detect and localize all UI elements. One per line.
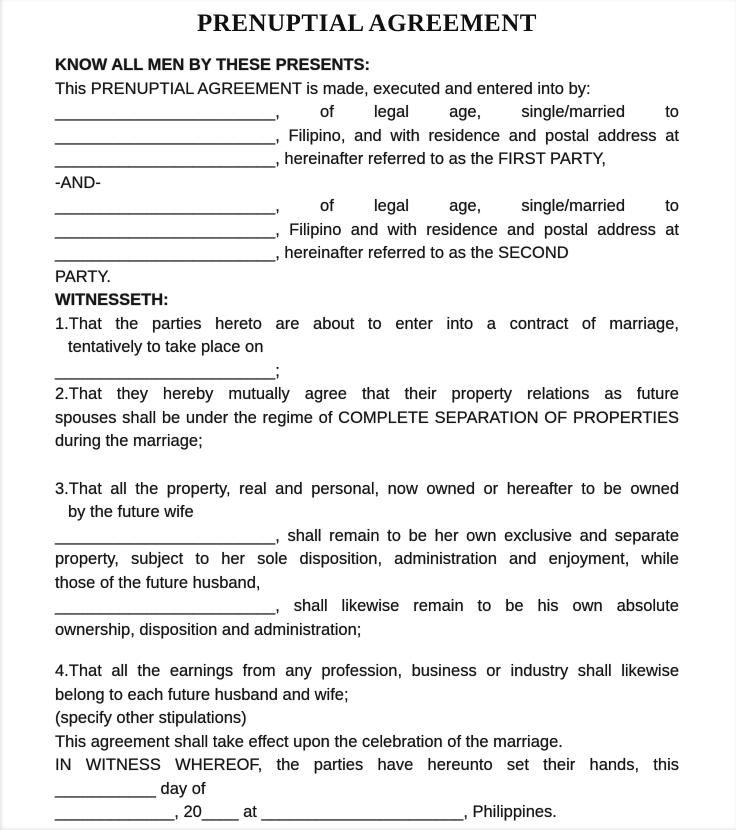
clause-3-line-1: 3.That all the property, real and personal, now owned or hereafter to be owned: [55, 479, 679, 498]
date-place-blank-line: _____________, 20____ at ______________________, Philippines.: [55, 803, 557, 821]
specify-stipulations-line: (specify other stipulations): [55, 709, 247, 727]
clause-1-line-2: tentatively to take place on: [68, 338, 264, 356]
second-party-name-blank-line: ________________________, of legal age, single/married to: [55, 197, 679, 215]
clause-2-line-3: during the marriage;: [55, 432, 203, 450]
clause-2-line-1: 2.That they hereby mutually agree that their property relations as future: [55, 385, 679, 403]
clause-4-line-1: 4.That all the earnings from any profession, business or industry shall likewise: [55, 662, 679, 680]
clause-3-line-4: property, subject to her sole disposition, administration and enjoyment, while: [55, 550, 679, 568]
clause-1-date-blank-line: ________________________;: [55, 361, 280, 380]
second-party-label-line: PARTY.: [55, 267, 111, 286]
second-party-address-blank-line: ________________________, Filipino and with residence and postal address at: [55, 220, 679, 239]
clause-3-line-2: by the future wife: [68, 503, 194, 521]
first-party-address-blank-line: ________________________, Filipino, and with residence and postal address at: [55, 126, 679, 145]
first-party-name-blank-line: ________________________, of legal age, single/married to: [55, 103, 679, 121]
first-party-referred-line: ________________________, hereinafter referred to as the FIRST PARTY,: [55, 150, 607, 168]
clause-1-line-1: 1.That the parties hereto are about to enter into a contract of marriage,: [55, 314, 679, 333]
day-of-blank-line: ___________ day of: [55, 779, 206, 798]
clause-3-wife-blank-line: ________________________, shall remain to be her own exclusive and separate: [55, 526, 679, 545]
heading-know-all-men: KNOW ALL MEN BY THESE PRESENTS:: [55, 56, 371, 74]
clause-3-line-7: ownership, disposition and administration;: [55, 620, 362, 639]
intro-line: This PRENUPTIAL AGREEMENT is made, executed and entered into by:: [55, 79, 591, 98]
second-party-referred-line: ________________________, hereinafter referred to as the SECOND: [55, 244, 569, 262]
clause-4-line-2: belong to each future husband and wife;: [55, 685, 349, 704]
witness-whereof-line: IN WITNESS WHEREOF, the parties have hereunto set their hands, this: [55, 756, 679, 774]
and-separator: -AND-: [55, 173, 101, 192]
clause-2-line-2: spouses shall be under the regime of COMPLETE SEPARATION OF PROPERTIES: [55, 408, 679, 427]
effect-line: This agreement shall take effect upon the celebration of the marriage.: [55, 732, 563, 751]
clause-3-line-5: those of the future husband,: [55, 573, 261, 592]
heading-witnesseth: WITNESSETH:: [55, 291, 169, 309]
clause-3-husband-blank-line: ________________________, shall likewise remain to be his own absolute: [55, 597, 679, 615]
document-title: PRENUPTIAL AGREEMENT: [197, 10, 537, 37]
